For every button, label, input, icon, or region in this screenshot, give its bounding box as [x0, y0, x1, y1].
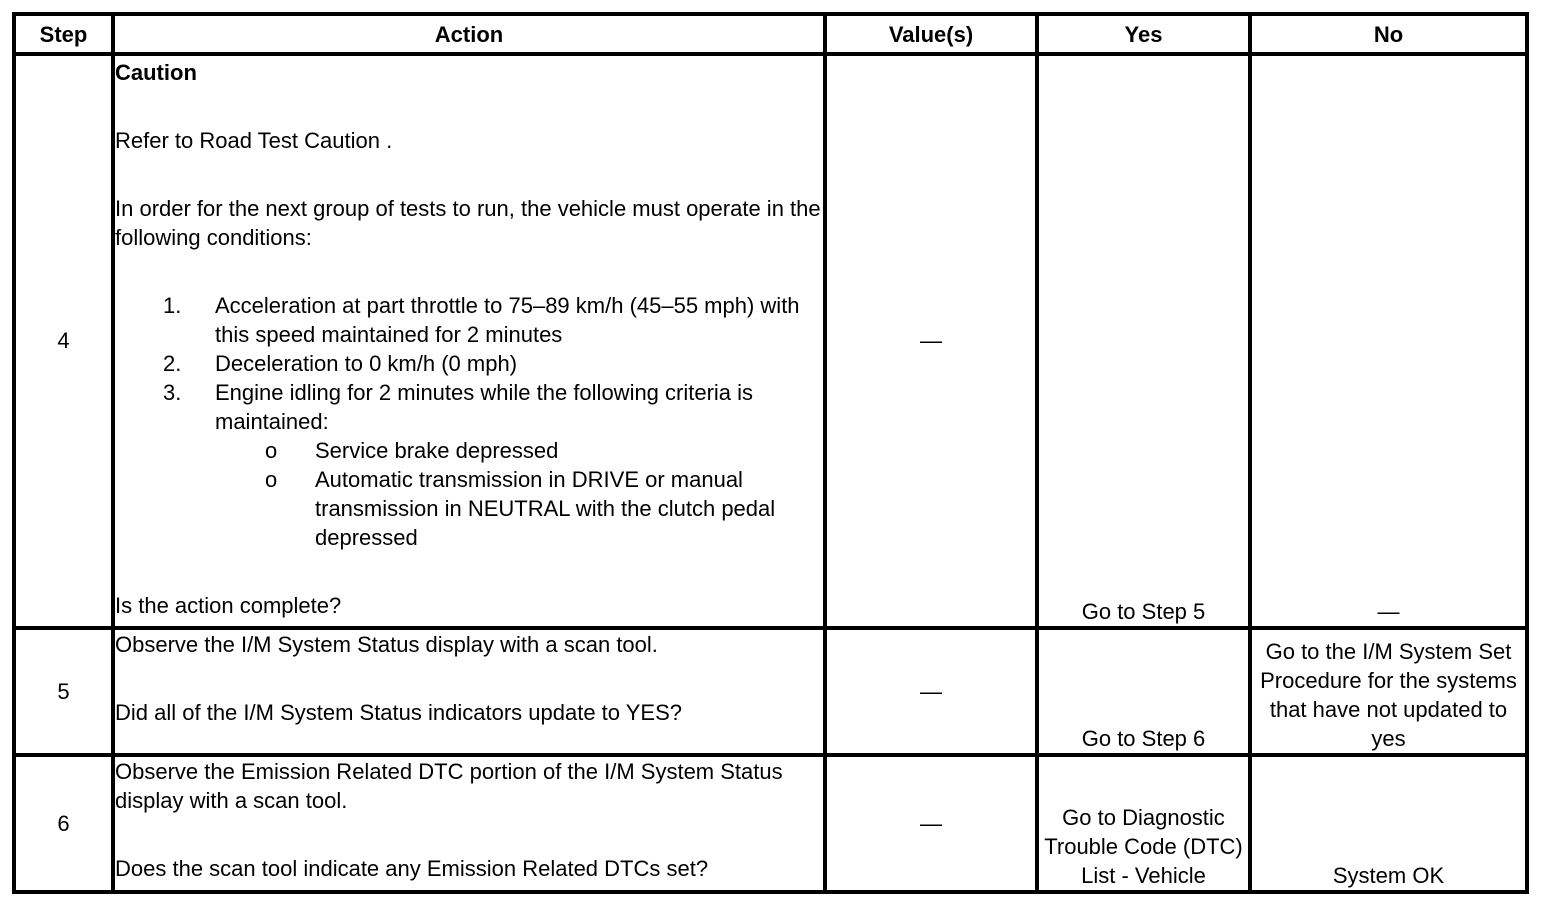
- yes-cell: Go to Step 5: [1037, 54, 1250, 628]
- list-item-number: 2.: [163, 351, 182, 376]
- header-row: [14, 14, 1527, 54]
- bullet-icon: o: [265, 467, 278, 492]
- no-cell: —: [1250, 54, 1527, 628]
- action-cell: [113, 628, 825, 756]
- value-cell: [825, 628, 1037, 756]
- action-question: Is the action complete?: [115, 593, 342, 618]
- list-item: [115, 291, 823, 349]
- value-dash: —: [920, 679, 942, 705]
- header-action: Action: [113, 14, 825, 54]
- value-dash: —: [920, 328, 942, 354]
- header-yes: Yes: [1037, 14, 1250, 54]
- value-cell: [825, 755, 1037, 892]
- bullet-icon: o: [265, 438, 278, 463]
- table-row-step-6: [14, 755, 1527, 892]
- value-cell: [825, 54, 1037, 628]
- diagnostic-table: [12, 12, 1529, 894]
- yes-cell: Go to Step 6: [1037, 628, 1250, 756]
- conditions-list: [115, 291, 823, 552]
- action-instruction: Observe the I/M System Status display with a scan tool.: [115, 631, 658, 657]
- list-item-number: 3.: [163, 380, 182, 405]
- table-row-step-4: [14, 54, 1527, 628]
- caution-reference: Refer to Road Test Caution .: [115, 128, 393, 153]
- sublist-item: [215, 436, 823, 465]
- sublist-item-text: Service brake depressed: [315, 438, 559, 463]
- list-item-text: Engine idling for 2 minutes while the following criteria is maintained:: [215, 380, 754, 434]
- yes-cell: Go to Diagnostic Trouble Code (DTC) List - Vehicle: [1037, 755, 1250, 892]
- caution-title: Caution: [115, 60, 197, 85]
- sublist-item: [215, 465, 823, 552]
- list-item-text: Deceleration to 0 km/h (0 mph): [215, 351, 518, 376]
- header-values: Value(s): [825, 14, 1037, 54]
- action-instruction: Observe the Emission Related DTC portion of the I/M System Status display with a scan tool.: [115, 759, 783, 814]
- action-cell: [113, 755, 825, 892]
- header-step: Step: [14, 14, 113, 54]
- list-item: [115, 349, 823, 378]
- action-question: Does the scan tool indicate any Emission Related DTCs set?: [115, 856, 709, 882]
- no-cell: System OK: [1250, 755, 1527, 892]
- action-question: Did all of the I/M System Status indicators update to YES?: [115, 699, 682, 725]
- step-number: 5: [14, 628, 113, 756]
- step-number: 6: [14, 755, 113, 892]
- criteria-sublist: [215, 436, 823, 552]
- value-dash: —: [920, 811, 942, 837]
- step-number: 4: [14, 54, 113, 628]
- action-cell: [113, 54, 825, 628]
- conditions-intro: In order for the next group of tests to run, the vehicle must operate in the following conditions:: [115, 196, 821, 250]
- list-item-number: 1.: [163, 293, 182, 318]
- sublist-item-text: Automatic transmission in DRIVE or manual transmission in NEUTRAL with the clutch pedal depressed: [315, 467, 776, 550]
- no-cell: Go to the I/M System Set Procedure for the systems that have not updated to yes: [1250, 628, 1527, 756]
- list-item-text: Acceleration at part throttle to 75–89 km/h (45–55 mph) with this speed maintained for 2 minutes: [215, 293, 800, 347]
- list-item: [115, 378, 823, 552]
- table-row-step-5: [14, 628, 1527, 756]
- header-no: No: [1250, 14, 1527, 54]
